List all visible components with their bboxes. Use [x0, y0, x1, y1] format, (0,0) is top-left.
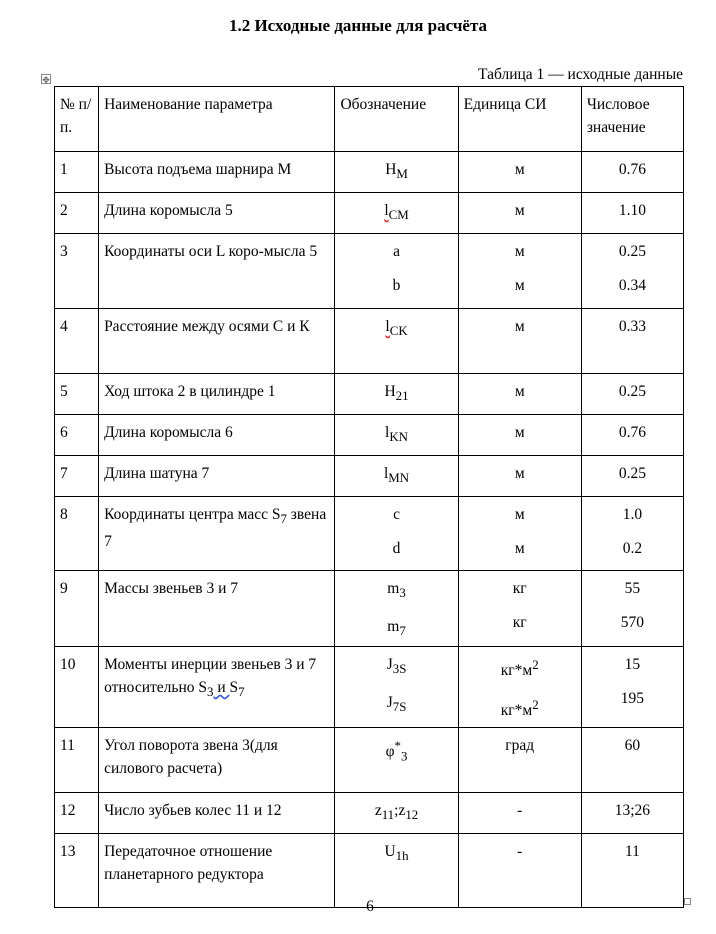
table-row — [55, 309, 684, 374]
header-num: № п/п. — [55, 87, 99, 152]
row-num: 2 — [55, 193, 99, 234]
row-num: 3 — [55, 234, 99, 309]
table-move-handle-icon[interactable]: ✥ — [42, 75, 50, 85]
row-symbol: $H_{21}$ — [335, 374, 458, 415]
table-row — [55, 415, 684, 456]
row-symbol: $m_3$ $m_7$ — [335, 571, 458, 647]
row-name: Расстояние между осями С и К — [99, 309, 335, 374]
row-num: 10 — [55, 647, 99, 727]
row-symbol: $z_{11};z_{12}$ — [335, 792, 458, 833]
row-name: Длина коромысла 6 — [99, 415, 335, 456]
row-symbol: $H_M$ — [335, 152, 458, 193]
row-name: Массы звеньев 3 и 7 — [99, 571, 335, 647]
row-value: 13;26 — [581, 792, 683, 833]
row-name: Ход штока 2 в цилиндре 1 — [99, 374, 335, 415]
row-name: Передаточное отношение планетарного редуктора — [99, 833, 335, 907]
row-symbol: $l_{KN}$ — [335, 415, 458, 456]
header-value: Числовое значение — [581, 87, 683, 152]
row-symbol: a b — [335, 234, 458, 309]
row-num: 8 — [55, 497, 99, 571]
row-unit: м — [458, 456, 581, 497]
row-value: 0.25 — [581, 374, 683, 415]
table-row — [55, 152, 684, 193]
row-value: 55 570 — [581, 571, 683, 647]
row-num: 7 — [55, 456, 99, 497]
table-row — [55, 374, 684, 415]
table-row — [55, 647, 684, 727]
row-symbol: $l_{CM}$ — [335, 193, 458, 234]
table-header-row — [55, 87, 684, 152]
row-name: Угол поворота звена 3(для силового расчета) — [99, 727, 335, 792]
row-unit: град — [458, 727, 581, 792]
row-num: 1 — [55, 152, 99, 193]
row-unit: м — [458, 374, 581, 415]
row-value: 11 — [581, 833, 683, 907]
table-row — [55, 234, 684, 309]
row-name: Длина шатуна 7 — [99, 456, 335, 497]
row-value: 0.25 — [581, 456, 683, 497]
row-unit: м м — [458, 234, 581, 309]
row-name: Моменты инерции звеньев 3 и 7 относительно $S_3$ и $S_7$ — [99, 647, 335, 727]
row-unit: $кг*м^2$ $кг*м^2$ — [458, 647, 581, 727]
row-symbol: $l_{MN}$ — [335, 456, 458, 497]
row-value: 0.76 — [581, 152, 683, 193]
row-name: Длина коромысла 5 — [99, 193, 335, 234]
table-row — [55, 833, 684, 907]
row-num: 6 — [55, 415, 99, 456]
table-row — [55, 497, 684, 571]
row-unit: - — [458, 792, 581, 833]
row-value: 1.10 — [581, 193, 683, 234]
row-num: 11 — [55, 727, 99, 792]
row-value: 0.76 — [581, 415, 683, 456]
row-name: Число зубьев колес 11 и 12 — [99, 792, 335, 833]
header-symbol: Обозначение — [335, 87, 458, 152]
row-num: 9 — [55, 571, 99, 647]
header-name: Наименование параметра — [99, 87, 335, 152]
row-num: 4 — [55, 309, 99, 374]
row-value: 1.0 0.2 — [581, 497, 683, 571]
row-num: 13 — [55, 833, 99, 907]
row-name: Координаты оси L коро-мысла 5 — [99, 234, 335, 309]
table-row — [55, 727, 684, 792]
row-unit: м — [458, 309, 581, 374]
row-unit: кг кг — [458, 571, 581, 647]
row-value: 60 — [581, 727, 683, 792]
row-symbol: $J_{3S}$ $J_{7S}$ — [335, 647, 458, 727]
page-number: 6 — [366, 898, 374, 915]
table-row — [55, 792, 684, 833]
row-value: 15 195 — [581, 647, 683, 727]
header-unit: Единица СИ — [458, 87, 581, 152]
row-num: 5 — [55, 374, 99, 415]
row-unit: м — [458, 415, 581, 456]
row-unit: м — [458, 193, 581, 234]
row-unit: м — [458, 152, 581, 193]
table-row — [55, 456, 684, 497]
table-caption: Таблица 1 — исходные данные — [478, 66, 683, 83]
row-name: Координаты центра масс $S_7$ звена 7 — [99, 497, 335, 571]
table-row — [55, 571, 684, 647]
row-unit: м м — [458, 497, 581, 571]
row-value: 0.25 0.34 — [581, 234, 683, 309]
row-symbol: $U_{1h}$ — [335, 833, 458, 907]
row-unit: - — [458, 833, 581, 907]
row-num: 12 — [55, 792, 99, 833]
table-row — [55, 193, 684, 234]
row-symbol: c d — [335, 497, 458, 571]
parameters-table — [54, 86, 684, 908]
row-symbol: $\varphi^*_3$ — [335, 727, 458, 792]
row-symbol: $l_{CK}$ — [335, 309, 458, 374]
section-heading: 1.2 Исходные данные для расчёта — [228, 16, 488, 35]
row-name: Высота подъема шарнира М — [99, 152, 335, 193]
row-value: 0.33 — [581, 309, 683, 374]
